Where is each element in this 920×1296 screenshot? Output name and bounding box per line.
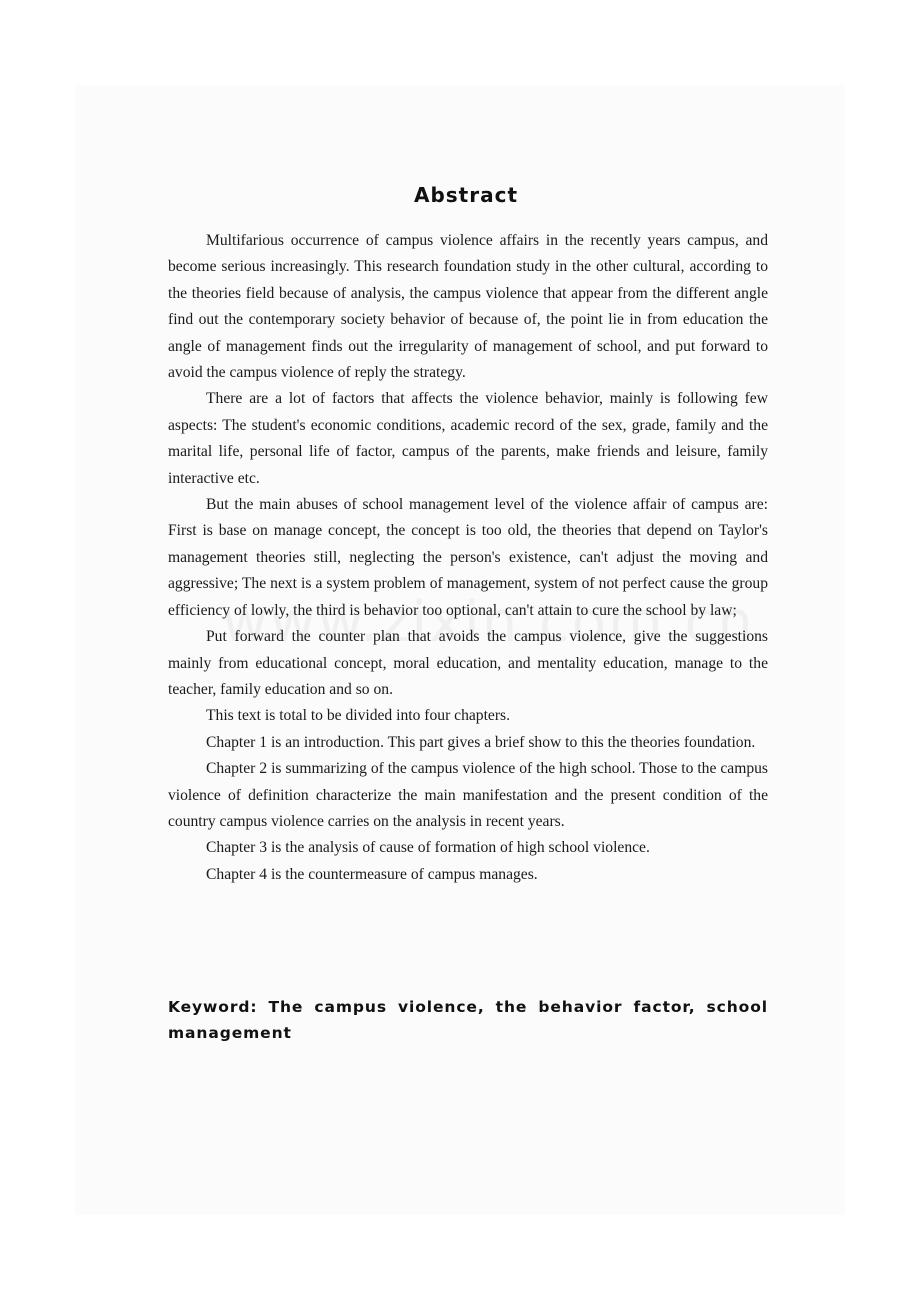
keywords: Keyword: The campus violence, the behavior factor, school management [168, 998, 768, 1042]
paragraph-intro: Multifarious occurrence of campus violence affairs in the recently years campus, and become serious increasingly. This research foundation study in the other cultural, according to the theories field because of analysis, the campus violence that appear from the different angle find out the contemporary society behavior of because of, the point lie in from education the angle of management finds out the irregularity of management of school, and put forward to avoid the campus violence of reply the strategy. [168, 232, 768, 382]
paragraph-chapters: This text is total to be divided into four chapters. [206, 707, 511, 725]
abstract-body [168, 228, 768, 888]
paragraph-counter-plan: Put forward the counter plan that avoids the campus violence, give the suggestions mainly from educational concept, moral education, and mentality education, manage to the teacher, family education and so on. [168, 628, 768, 698]
paragraph-chapter-4: Chapter 4 is the countermeasure of campus manages. [206, 865, 538, 883]
paragraph-chapter-2: Chapter 2 is summarizing of the campus violence of the high school. Those to the campus violence of definition characterize the main manifestation and the present condition of the country campus violence carries on the analysis in recent years. [168, 760, 768, 830]
paragraph-factors: There are a lot of factors that affects the violence behavior, mainly is following few aspects: The student's economic conditions, academic record of the sex, grade, family and the marital life, personal life of factor, campus of the parents, make friends and leisure, family interactive etc. [168, 390, 768, 487]
paragraph-chapter-3: Chapter 3 is the analysis of cause of formation of high school violence. [206, 839, 650, 857]
paragraph-abuses: But the main abuses of school management level of the violence affair of campus are: First is base on manage concept, the concept is too old, the theories that depend on Taylor's management theories still, neglecting the person's existence, can't adjust the moving and aggressive; The next is a system problem of management, system of not perfect cause the group efficiency of lowly, the third is behavior too optional, can't attain to cure the school by law; [168, 496, 768, 619]
paragraph-chapter-1: Chapter 1 is an introduction. This part gives a brief show to this the theories foundation. [206, 733, 756, 751]
abstract-title: Abstract [413, 183, 519, 207]
